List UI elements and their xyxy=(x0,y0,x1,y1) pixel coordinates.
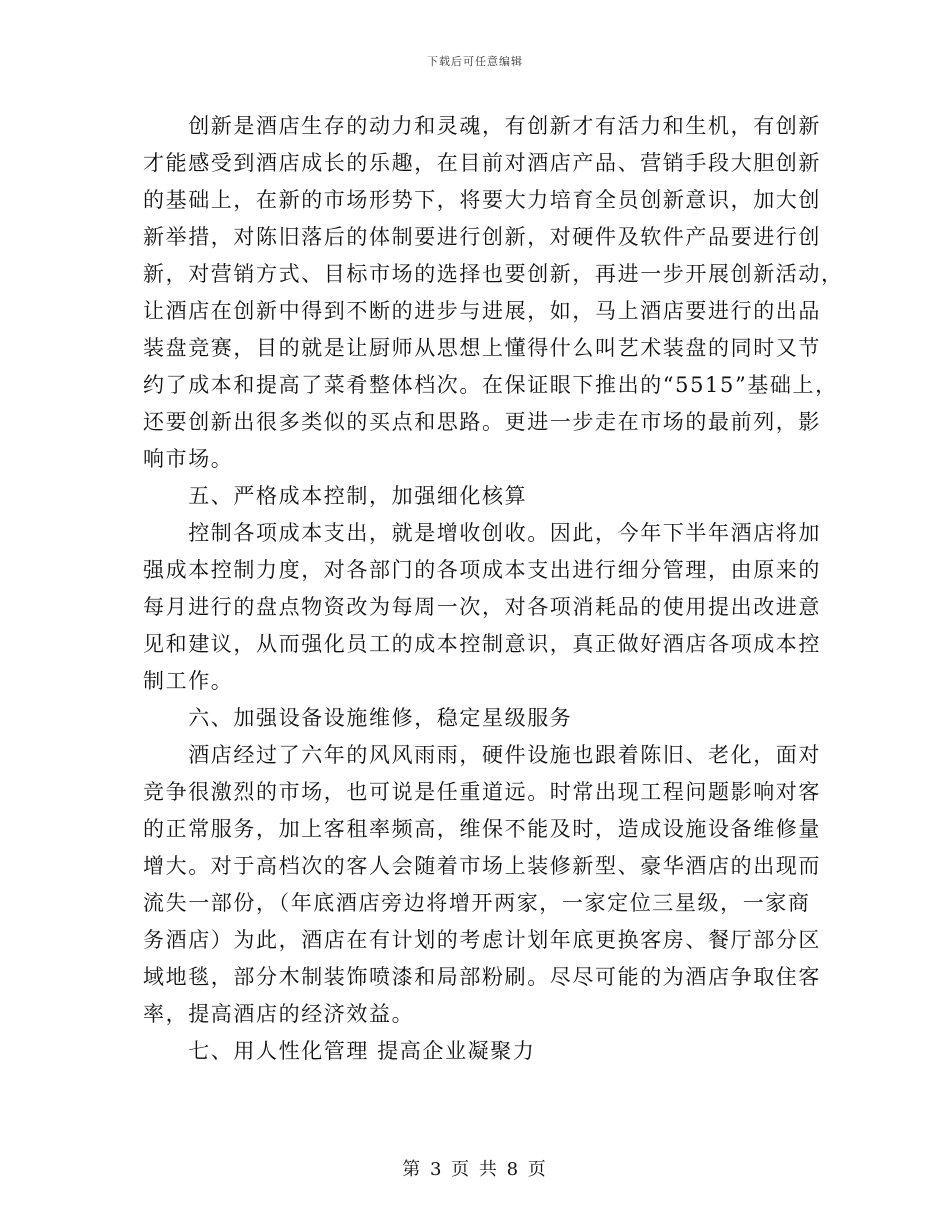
text-line: 约了成本和提高了菜肴整体档次。在保证眼下推出的“5515”基础上， xyxy=(143,373,838,397)
text-line: 新举措，对陈旧落后的体制要进行创新，对硬件及软件产品要进行创 xyxy=(143,225,821,249)
text-line: 每月进行的盘点物资改为每周一次，对各项消耗品的使用提出改进意 xyxy=(143,595,821,619)
text-line: 见和建议，从而强化员工的成本控制意识，真正做好酒店各项成本控 xyxy=(143,632,821,656)
text-line: 竞争很激烈的市场，也可说是任重道远。时常出现工程问题影响对客 xyxy=(143,780,821,804)
text-line: 六、加强设备设施维修，稳定星级服务 xyxy=(143,706,573,730)
text-line: 制工作。 xyxy=(143,669,234,693)
text-line: 控制各项成本支出，就是增收创收。因此，今年下半年酒店将加 xyxy=(143,521,821,545)
text-line: 响市场。 xyxy=(143,447,234,471)
text-line: 率，提高酒店的经济效益。 xyxy=(143,1002,415,1026)
text-line: 才能感受到酒店成长的乐趣，在目前对酒店产品、营销手段大胆创新 xyxy=(143,151,821,175)
text-line: 流失一部份，（年底酒店旁边将增开两家，一家定位三星级，一家商 xyxy=(143,891,811,915)
text-line: 新，对营销方式、目标市场的选择也要创新，再进一步开展创新活动， xyxy=(143,262,844,286)
text-line: 七、用人性化管理 提高企业凝聚力 xyxy=(143,1039,536,1063)
text-line: 装盘竞赛，目的就是让厨师从思想上懂得什么叫艺术装盘的同时又节 xyxy=(143,336,821,360)
text-line: 让酒店在创新中得到不断的进步与进展，如，马上酒店要进行的出品 xyxy=(143,299,821,323)
text-line: 强成本控制力度，对各部门的各项成本支出进行细分管理，由原来的 xyxy=(143,558,821,582)
text-line: 务酒店）为此，酒店在有计划的考虑计划年底更换客房、餐厅部分区 xyxy=(143,928,821,952)
text-line: 还要创新出很多类似的买点和思路。更进一步走在市场的最前列，影 xyxy=(143,410,821,434)
text-line: 增大。对于高档次的客人会随着市场上装修新型、豪华酒店的出现而 xyxy=(143,854,821,878)
text-line: 域地毯，部分木制装饰喷漆和局部粉刷。尽尽可能的为酒店争取住客 xyxy=(143,965,821,989)
text-line: 的正常服务，加上客租率频高，维保不能及时，造成设施设备维修量 xyxy=(143,817,821,841)
text-line: 创新是酒店生存的动力和灵魂，有创新才有活力和生机，有创新 xyxy=(143,114,821,138)
text-line: 的基础上，在新的市场形势下，将要大力培育全员创新意识，加大创 xyxy=(143,188,821,212)
page-number: 第 3 页 共 8 页 xyxy=(402,1159,548,1180)
text-line: 五、严格成本控制，加强细化核算 xyxy=(143,484,528,508)
text-line: 酒店经过了六年的风风雨雨，硬件设施也跟着陈旧、老化，面对 xyxy=(143,743,821,767)
document-body xyxy=(143,108,844,1070)
page-header-note: 下载后可任意编辑 xyxy=(427,55,523,68)
